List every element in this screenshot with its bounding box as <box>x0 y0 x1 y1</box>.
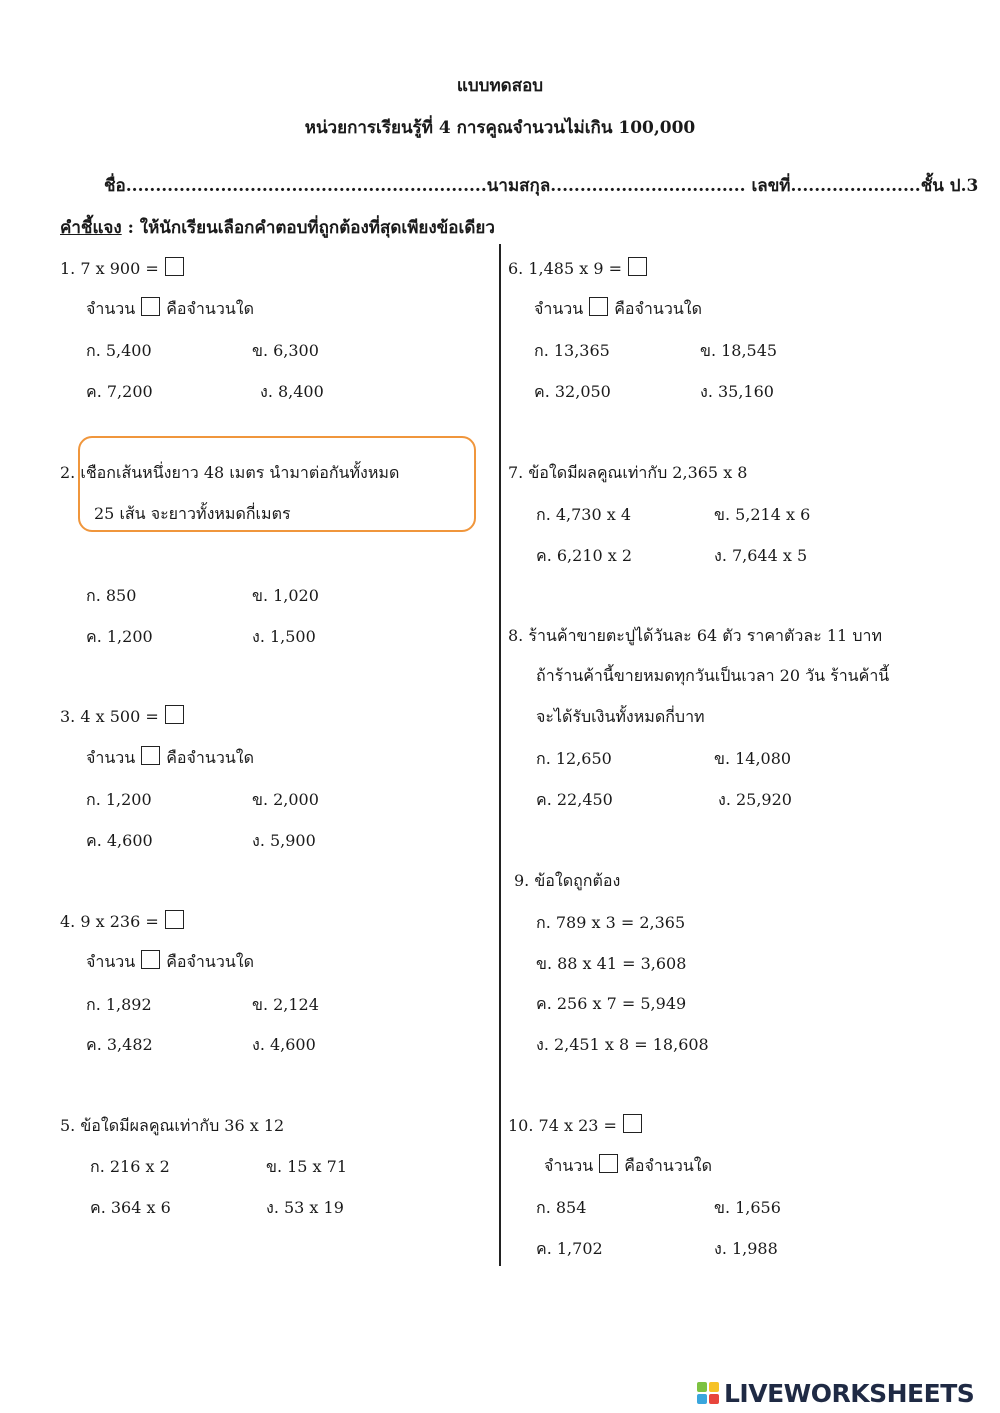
question-3-choice-d[interactable]: ง. 5,900 <box>252 831 316 850</box>
question-8-choice-d[interactable]: ง. 25,920 <box>718 790 792 809</box>
answer-box[interactable] <box>165 705 184 724</box>
question-1-prompt: จำนวน คือจำนวนใด <box>86 299 254 318</box>
question-4-choice-b[interactable]: ข. 2,124 <box>252 995 319 1014</box>
question-3-choice-b[interactable]: ข. 2,000 <box>252 790 319 809</box>
answer-box[interactable] <box>628 257 647 276</box>
liveworksheets-logo[interactable] <box>697 1378 974 1408</box>
question-8-choice-b[interactable]: ข. 14,080 <box>714 749 792 768</box>
question-5-choice-c[interactable]: ค. 364 x 6 <box>90 1198 171 1217</box>
question-5-choice-b[interactable]: ข. 15 x 71 <box>266 1157 348 1176</box>
question-7-choice-d[interactable]: ง. 7,644 x 5 <box>714 546 808 565</box>
question-3-choice-a[interactable]: ก. 1,200 <box>86 790 152 809</box>
question-9-choice-b[interactable]: ข. 88 x 41 = 3,608 <box>536 954 687 973</box>
question-6-prompt: จำนวน คือจำนวนใด <box>534 299 702 318</box>
question-1-choice-c[interactable]: ค. 7,200 <box>86 382 153 401</box>
instructions <box>60 214 495 241</box>
question-10-choice-a[interactable]: ก. 854 <box>536 1198 587 1217</box>
question-6-choice-c[interactable]: ค. 32,050 <box>534 382 611 401</box>
page-title: แบบทดสอบ <box>456 76 544 96</box>
student-info-line: ชื่อ.............................................................นามสกุล................................. เลขที่......................ชั้น ป.3 <box>104 176 979 196</box>
question-6-stem: 6. 1,485 x 9 = <box>508 257 647 278</box>
question-2-stem-line-1: 2. เชือกเส้นหนึ่งยาว 48 เมตร นำมาต่อกันทั้งหมด <box>60 463 400 482</box>
answer-box-icon <box>141 297 160 316</box>
question-2-choice-a[interactable]: ก. 850 <box>86 586 137 605</box>
question-3-stem: 3. 4 x 500 = <box>60 705 184 726</box>
question-9-choice-a[interactable]: ก. 789 x 3 = 2,365 <box>536 913 686 932</box>
question-6-choice-d[interactable]: ง. 35,160 <box>700 382 774 401</box>
question-5-choice-a[interactable]: ก. 216 x 2 <box>90 1157 170 1176</box>
question-2-choice-b[interactable]: ข. 1,020 <box>252 586 319 605</box>
instructions-text: : ให้นักเรียนเลือกคำตอบที่ถูกต้องที่สุดเพียงข้อเดียว <box>121 218 495 238</box>
question-9-stem: 9. ข้อใดถูกต้อง <box>514 871 621 890</box>
question-4-prompt: จำนวน คือจำนวนใด <box>86 952 254 971</box>
question-6-choice-b[interactable]: ข. 18,545 <box>700 341 778 360</box>
question-8-stem-line-3: จะได้รับเงินทั้งหมดกี่บาท <box>536 707 705 726</box>
question-2-stem-line-2: 25 เส้น จะยาวทั้งหมดกี่เมตร <box>94 504 291 523</box>
answer-box-icon <box>141 746 160 765</box>
question-1-stem: 1. 7 x 900 = <box>60 257 184 278</box>
question-1-choice-b[interactable]: ข. 6,300 <box>252 341 319 360</box>
question-5-stem: 5. ข้อใดมีผลคูณเท่ากับ 36 x 12 <box>60 1116 285 1135</box>
answer-box-icon <box>141 950 160 969</box>
question-10-stem: 10. 74 x 23 = <box>508 1114 642 1135</box>
question-2-choice-d[interactable]: ง. 1,500 <box>252 627 316 646</box>
answer-box-icon <box>599 1154 618 1173</box>
question-7-choice-b[interactable]: ข. 5,214 x 6 <box>714 505 811 524</box>
question-7-choice-c[interactable]: ค. 6,210 x 2 <box>536 546 633 565</box>
question-8-choice-c[interactable]: ค. 22,450 <box>536 790 613 809</box>
column-divider <box>499 244 501 1266</box>
question-3-choice-c[interactable]: ค. 4,600 <box>86 831 153 850</box>
question-8-choice-a[interactable]: ก. 12,650 <box>536 749 612 768</box>
answer-box[interactable] <box>623 1114 642 1133</box>
logo-grid-icon <box>697 1382 719 1404</box>
question-8-stem-line-1: 8. ร้านค้าขายตะปูได้วันละ 64 ตัว ราคาตัวละ 11 บาท <box>508 626 882 645</box>
question-4-choice-c[interactable]: ค. 3,482 <box>86 1035 153 1054</box>
question-8-stem-line-2: ถ้าร้านค้านี้ขายหมดทุกวันเป็นเวลา 20 วัน ร้านค้านี้ <box>536 666 890 685</box>
question-6-choice-a[interactable]: ก. 13,365 <box>534 341 610 360</box>
question-9-choice-d[interactable]: ง. 2,451 x 8 = 18,608 <box>536 1035 709 1054</box>
question-7-choice-a[interactable]: ก. 4,730 x 4 <box>536 505 632 524</box>
answer-box[interactable] <box>165 257 184 276</box>
question-10-choice-b[interactable]: ข. 1,656 <box>714 1198 781 1217</box>
question-1-choice-d[interactable]: ง. 8,400 <box>260 382 324 401</box>
page-subtitle: หน่วยการเรียนรู้ที่ 4 การคูณจำนวนไม่เกิน 100,000 <box>304 118 696 138</box>
question-7-stem: 7. ข้อใดมีผลคูณเท่ากับ 2,365 x 8 <box>508 463 748 482</box>
question-2-choice-c[interactable]: ค. 1,200 <box>86 627 153 646</box>
question-4-choice-d[interactable]: ง. 4,600 <box>252 1035 316 1054</box>
answer-box[interactable] <box>165 910 184 929</box>
question-5-choice-d[interactable]: ง. 53 x 19 <box>266 1198 344 1217</box>
question-10-prompt: จำนวน คือจำนวนใด <box>544 1156 712 1175</box>
brand-name: LIVEWORKSHEETS <box>724 1378 975 1408</box>
question-1-choice-a[interactable]: ก. 5,400 <box>86 341 152 360</box>
instructions-label: คำชี้แจง <box>60 218 122 238</box>
question-4-choice-a[interactable]: ก. 1,892 <box>86 995 152 1014</box>
question-3-prompt: จำนวน คือจำนวนใด <box>86 748 254 767</box>
question-4-stem: 4. 9 x 236 = <box>60 910 184 931</box>
answer-box-icon <box>589 297 608 316</box>
question-10-choice-c[interactable]: ค. 1,702 <box>536 1239 603 1258</box>
question-9-choice-c[interactable]: ค. 256 x 7 = 5,949 <box>536 994 687 1013</box>
question-10-choice-d[interactable]: ง. 1,988 <box>714 1239 778 1258</box>
